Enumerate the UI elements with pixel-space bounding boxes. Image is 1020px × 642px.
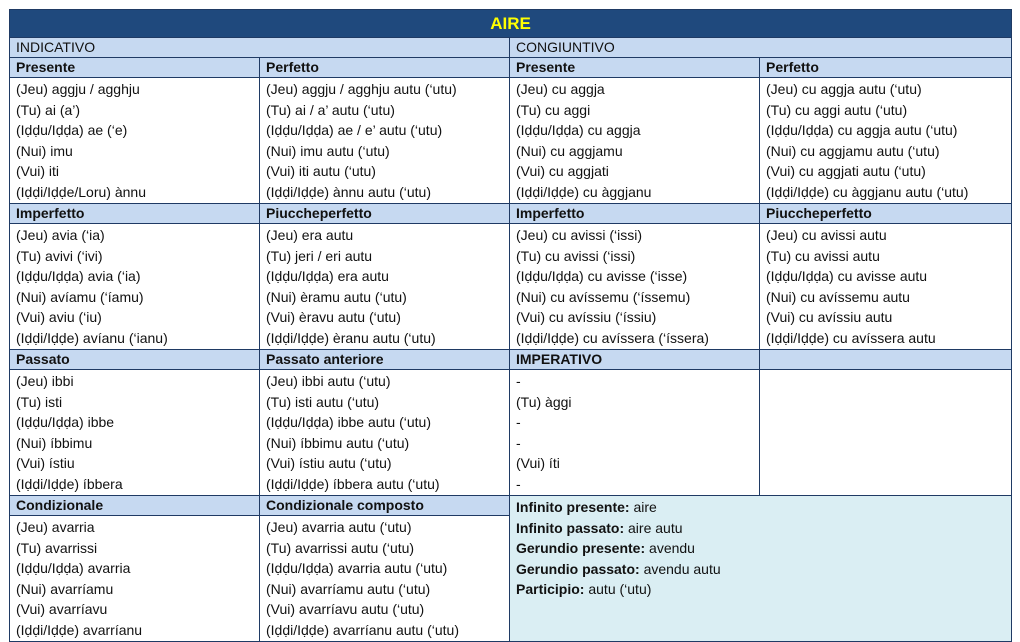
nonfinite-item bbox=[516, 518, 1005, 539]
conjugation-line: - bbox=[516, 414, 521, 430]
conjugation-line: (Jeu) avarria bbox=[16, 519, 95, 535]
header-imperativo: IMPERATIVO bbox=[510, 350, 760, 370]
conjugation-line: (Nui) cu avíssemu autu bbox=[766, 288, 910, 305]
cell-passato bbox=[10, 370, 260, 496]
conjugation-line: (Iḍḍu/Iḍḍa) era autu bbox=[266, 268, 389, 284]
conjugation-line: (Tu) cu avissi autu bbox=[766, 247, 880, 264]
conjugation-line: (Iḍḍu/Iḍḍa) cu aggja autu (‘utu) bbox=[766, 122, 958, 138]
conjugation-line: (Jeu) avarria autu (‘utu) bbox=[266, 519, 412, 535]
nonfinite-label: Gerundio passato: bbox=[516, 560, 640, 577]
conjugation-line: (Tu) cu avissi (‘issi) bbox=[516, 247, 636, 264]
nonfinite-label: Participio: bbox=[516, 581, 585, 597]
conjugation-line: (Vui) avarríavu autu (‘utu) bbox=[266, 601, 425, 617]
cell-indicativo-presente bbox=[10, 78, 260, 204]
conjugation-line: (Jeu) cu aggja autu (‘utu) bbox=[766, 81, 922, 97]
conjugation-line: (Nui) imu bbox=[16, 142, 73, 159]
conjugation-line: (Vui) cu aggjati bbox=[516, 163, 609, 179]
header-congiuntivo-imperfetto: Imperfetto bbox=[510, 204, 760, 224]
cell-condizionale bbox=[10, 516, 260, 642]
conjugation-line: (Tu) ai (a’) bbox=[16, 101, 81, 118]
conjugation-line: (Jeu) cu avissi autu bbox=[766, 227, 887, 243]
conjugation-line: (Vui) ístiu bbox=[16, 455, 75, 471]
header-congiuntivo-piuccheperfetto: Piuccheperfetto bbox=[760, 204, 1012, 224]
cell-indicativo-piuccheperfetto bbox=[260, 224, 510, 350]
header-congiuntivo-perfetto: Perfetto bbox=[760, 58, 1012, 78]
conjugation-line: (Nui) avarríamu autu (‘utu) bbox=[266, 580, 431, 597]
conjugation-line: (Nui) cu avíssemu (‘íssemu) bbox=[516, 288, 691, 305]
conjugation-line: (Tu) ai / a’ autu (‘utu) bbox=[266, 101, 395, 118]
conjugation-line: (Iḍḍu/Iḍḍa) cu aggja bbox=[516, 122, 641, 138]
conjugation-line: (Iḍḍu/Iḍḍa) cu avisse (‘isse) bbox=[516, 268, 688, 284]
conjugation-line: (Tu) avarrissi bbox=[16, 539, 98, 556]
conjugation-line: (Tu) cu aggi autu (‘utu) bbox=[766, 101, 908, 118]
conjugation-line: (Iḍḍi/Iḍḍe) avarríanu autu (‘utu) bbox=[266, 621, 459, 638]
conjugation-line: (Iḍḍi/Iḍḍe) cu avíssera autu bbox=[766, 329, 936, 346]
cell-congiuntivo-perfetto bbox=[760, 78, 1012, 204]
cell-congiuntivo-piuccheperfetto bbox=[760, 224, 1012, 350]
conjugation-line: (Iḍḍu/Iḍḍa) ibbe autu (‘utu) bbox=[266, 414, 431, 430]
nonfinite-label: Gerundio presente: bbox=[516, 540, 646, 556]
conjugation-line: (Iḍḍu/Iḍḍa) avarria bbox=[16, 560, 131, 576]
conjugation-line: (Tu) jeri / eri autu bbox=[266, 247, 373, 264]
conjugation-line: (Jeu) ibbi autu (‘utu) bbox=[266, 373, 391, 389]
cell-imperativo bbox=[510, 370, 760, 496]
nonfinite-value: aire autu bbox=[624, 519, 683, 536]
header-indicativo-imperfetto: Imperfetto bbox=[10, 204, 260, 224]
conjugation-line: (Tu) cu aggi bbox=[516, 101, 591, 118]
cell-condizionale-composto bbox=[260, 516, 510, 642]
conjugation-line: (Vui) èravu autu (‘utu) bbox=[266, 309, 401, 325]
header-passato: Passato bbox=[10, 350, 260, 370]
conjugation-line: - bbox=[516, 475, 521, 492]
conjugation-line: (Vui) iti bbox=[16, 163, 60, 179]
conjugation-line: (Iḍḍu/Iḍḍa) ibbe bbox=[16, 414, 115, 430]
conjugation-line: (Iḍḍu/Iḍḍa) ae (‘e) bbox=[16, 122, 128, 138]
conjugation-line: (Vui) cu aggjati autu (‘utu) bbox=[766, 163, 926, 179]
conjugation-line: (Nui) íbbimu bbox=[16, 434, 93, 451]
nonfinite-item bbox=[516, 538, 1005, 559]
nonfinite-value: aire bbox=[629, 499, 657, 515]
cell-indicativo-imperfetto bbox=[10, 224, 260, 350]
conjugation-line: (Iḍḍi/Iḍḍe) cu àggjanu autu (‘utu) bbox=[766, 183, 969, 200]
conjugation-line: (Tu) isti bbox=[16, 393, 63, 410]
nonfinite-value: avendu bbox=[645, 540, 695, 556]
conjugation-line: (Vui) aviu (‘iu) bbox=[16, 309, 102, 325]
conjugation-line: (Iḍḍi/Iḍḍe) èranu autu (‘utu) bbox=[266, 329, 436, 346]
conjugation-line: (Iḍḍi/Iḍḍe) avarríanu bbox=[16, 621, 143, 638]
conjugation-table-wrapper bbox=[9, 9, 1011, 642]
conjugation-line: (Tu) àggi bbox=[516, 393, 572, 410]
nonfinite-item bbox=[516, 559, 1005, 580]
section-indicativo: INDICATIVO bbox=[10, 38, 510, 58]
cell-passato-anteriore bbox=[260, 370, 510, 496]
conjugation-line: (Jeu) cu avissi (‘issi) bbox=[516, 227, 643, 243]
conjugation-line: (Vui) cu avíssiu (‘íssiu) bbox=[516, 309, 657, 325]
conjugation-line: (Iḍḍu/Iḍḍa) avarria autu (‘utu) bbox=[266, 560, 448, 576]
conjugation-line: - bbox=[516, 373, 521, 389]
header-indicativo-perfetto: Perfetto bbox=[260, 58, 510, 78]
conjugation-line: (Iḍḍi/Iḍḍe) íbbera autu (‘utu) bbox=[266, 475, 440, 492]
header-passato-anteriore: Passato anteriore bbox=[260, 350, 510, 370]
section-congiuntivo: CONGIUNTIVO bbox=[510, 38, 1012, 58]
conjugation-line: (Iḍḍu/Iḍḍa) ae / e’ autu (‘utu) bbox=[266, 122, 443, 138]
conjugation-line: (Vui) avarríavu bbox=[16, 601, 108, 617]
nonfinite-label: Infinito presente: bbox=[516, 499, 630, 515]
cell-congiuntivo-imperfetto bbox=[510, 224, 760, 350]
conjugation-line: (Vui) íti bbox=[516, 455, 560, 471]
conjugation-line: (Nui) cu aggjamu bbox=[516, 142, 623, 159]
header-empty bbox=[760, 350, 1012, 370]
nonfinite-item bbox=[516, 579, 1005, 600]
verb-title: AIRE bbox=[10, 10, 1012, 38]
conjugation-line: (Jeu) avia (‘ia) bbox=[16, 227, 105, 243]
conjugation-line: (Tu) avarrissi autu (‘utu) bbox=[266, 539, 415, 556]
conjugation-line: (Vui) cu avíssiu autu bbox=[766, 309, 893, 325]
conjugation-line: (Nui) èramu autu (‘utu) bbox=[266, 288, 407, 305]
cell-empty bbox=[760, 370, 1012, 496]
conjugation-line: (Iḍḍi/Iḍḍe) cu avíssera (‘íssera) bbox=[516, 329, 709, 346]
cell-congiuntivo-presente bbox=[510, 78, 760, 204]
conjugation-line: (Jeu) aggju / agghju autu (‘utu) bbox=[266, 81, 457, 97]
cell-indicativo-perfetto bbox=[260, 78, 510, 204]
conjugation-line: (Nui) imu autu (‘utu) bbox=[266, 142, 390, 159]
conjugation-line: (Tu) isti autu (‘utu) bbox=[266, 393, 380, 410]
conjugation-line: - bbox=[516, 434, 521, 451]
conjugation-line: (Nui) avíamu (‘íamu) bbox=[16, 288, 144, 305]
cell-nonfinite-forms bbox=[510, 496, 1012, 642]
header-congiuntivo-presente: Presente bbox=[510, 58, 760, 78]
conjugation-line: (Iḍḍi/Iḍḍe) ànnu autu (‘utu) bbox=[266, 183, 431, 200]
header-indicativo-presente: Presente bbox=[10, 58, 260, 78]
conjugation-line: (Vui) ístiu autu (‘utu) bbox=[266, 455, 392, 471]
conjugation-line: (Jeu) aggju / agghju bbox=[16, 81, 140, 97]
conjugation-line: (Jeu) era autu bbox=[266, 227, 354, 243]
conjugation-line: (Nui) cu aggjamu autu (‘utu) bbox=[766, 142, 940, 159]
conjugation-line: (Tu) avivi (‘ivi) bbox=[16, 247, 103, 264]
conjugation-line: (Vui) iti autu (‘utu) bbox=[266, 163, 376, 179]
nonfinite-item bbox=[516, 497, 1005, 518]
conjugation-line: (Jeu) cu aggja bbox=[516, 81, 605, 97]
conjugation-table bbox=[9, 9, 1012, 642]
header-indicativo-piuccheperfetto: Piuccheperfetto bbox=[260, 204, 510, 224]
conjugation-line: (Iḍḍu/Iḍḍa) avia (‘ia) bbox=[16, 268, 141, 284]
header-condizionale: Condizionale bbox=[10, 496, 260, 516]
conjugation-line: (Iḍḍi/Iḍḍe) cu àggjanu bbox=[516, 183, 652, 200]
conjugation-line: (Nui) avarríamu bbox=[16, 580, 114, 597]
conjugation-line: (Jeu) ibbi bbox=[16, 373, 74, 389]
conjugation-line: (Iḍḍu/Iḍḍa) cu avisse autu bbox=[766, 268, 928, 284]
conjugation-line: (Nui) íbbimu autu (‘utu) bbox=[266, 434, 410, 451]
nonfinite-value: autu (‘utu) bbox=[584, 581, 652, 597]
header-condizionale-composto: Condizionale composto bbox=[260, 496, 510, 516]
conjugation-line: (Iḍḍi/Iḍḍe) íbbera bbox=[16, 475, 123, 492]
nonfinite-label: Infinito passato: bbox=[516, 519, 625, 536]
nonfinite-value: avendu autu bbox=[639, 560, 721, 577]
conjugation-line: (Iḍḍi/Iḍḍe) avíanu (‘ianu) bbox=[16, 329, 168, 346]
conjugation-line: (Iḍḍi/Iḍḍe/Loru) ànnu bbox=[16, 183, 146, 200]
